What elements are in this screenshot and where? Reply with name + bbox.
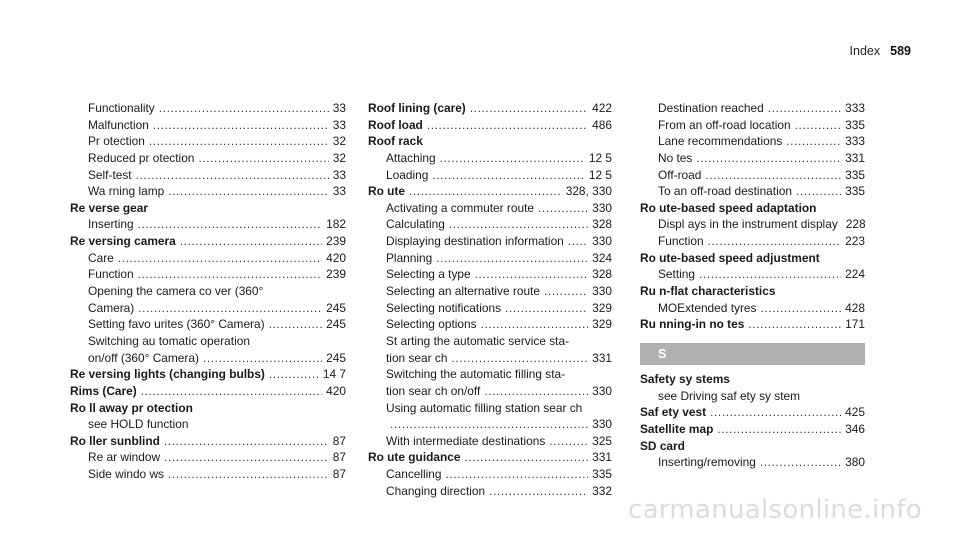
entry-label: From an off-road location (658, 117, 791, 132)
entry-label: Functionality (88, 101, 155, 115)
entry-label: on/off (360° Camera) (88, 350, 199, 365)
index-sub-entry[interactable] (640, 117, 865, 134)
dot-leader (138, 266, 323, 283)
entry-label: Selecting an alternative route (386, 284, 541, 299)
page-reference[interactable]: 33 (332, 184, 346, 199)
page-number: 589 (890, 44, 911, 58)
entry-label: Attaching (386, 150, 436, 165)
index-sub-entry[interactable] (640, 233, 865, 250)
dot-leader (269, 316, 323, 333)
index-sub-entry[interactable] (368, 150, 612, 167)
index-heading-entry[interactable] (368, 183, 612, 200)
index-sub-entry (640, 388, 865, 405)
index-heading-entry[interactable] (640, 421, 865, 438)
index-sub-entry[interactable] (368, 300, 612, 317)
page-reference[interactable]: 182 (326, 217, 346, 232)
entry-label: Cancelling (386, 467, 442, 482)
dot-leader (449, 216, 588, 233)
index-heading-entry[interactable] (70, 366, 346, 383)
entry-label: Activating a commuter route (386, 200, 535, 215)
index-sub-entry[interactable] (640, 300, 865, 317)
page-reference[interactable]: 245 (326, 317, 346, 332)
entry-label: Safety sy stems (640, 371, 730, 386)
page-reference[interactable]: 33 (332, 117, 346, 132)
index-column-3 (640, 100, 865, 471)
dot-leader (481, 316, 589, 333)
index-sub-entry[interactable] (70, 350, 346, 367)
entry-label: Using automatic filling station sear ch (386, 400, 583, 415)
page-reference[interactable]: 223 (845, 234, 865, 249)
entry-label: Function (658, 234, 704, 249)
dot-leader (446, 466, 589, 483)
dot-leader (710, 404, 841, 421)
header-title: Index (849, 44, 881, 58)
page-reference[interactable]: 329 (592, 317, 612, 332)
entry-label: Opening the camera co ver (360° (88, 284, 264, 299)
page-reference[interactable]: 331 (592, 350, 612, 365)
dot-leader (795, 117, 842, 134)
entry-label: Inserting/removing (658, 455, 756, 470)
index-sub-entry[interactable] (70, 449, 346, 466)
index-heading-entry (640, 200, 865, 217)
page-header (850, 44, 911, 58)
entry-label: Pr otection (88, 134, 145, 149)
page-reference[interactable]: 332 (592, 483, 612, 498)
dot-leader (138, 300, 322, 317)
entry-label: Re verse gear (70, 200, 149, 215)
page-reference[interactable]: 33 (332, 101, 346, 115)
index-sub-entry[interactable] (70, 300, 346, 317)
page-reference[interactable]: 171 (845, 317, 865, 332)
dot-leader (436, 250, 588, 267)
page-reference[interactable]: 239 (326, 267, 346, 282)
entry-label: Off-road (658, 167, 702, 182)
index-sub-entry[interactable] (368, 266, 612, 283)
entry-label: Displaying destination information (386, 234, 564, 249)
entry-label: Reduced pr otection (88, 150, 195, 165)
dot-leader (198, 150, 328, 167)
index-heading-entry (368, 133, 612, 150)
page-reference[interactable]: 87 (332, 467, 346, 482)
dot-leader (549, 433, 588, 450)
dot-leader (786, 133, 841, 150)
entry-label: Rims (Care) (70, 383, 137, 398)
dot-leader (705, 167, 841, 184)
index-sub-entry[interactable] (70, 266, 346, 283)
dot-leader (717, 421, 841, 438)
index-heading-entry (640, 371, 865, 388)
index-sub-entry[interactable] (368, 233, 612, 250)
index-sub-entry[interactable] (640, 183, 865, 200)
entry-label: Care (88, 250, 114, 265)
dot-leader (451, 350, 588, 367)
entry-label: Function (88, 267, 134, 282)
page-reference[interactable]: 329 (592, 300, 612, 315)
entry-label: Destination reached (658, 101, 764, 115)
index-sub-entry[interactable] (640, 167, 865, 184)
entry-label: Side windo ws (88, 467, 165, 482)
entry-label: Roof load (368, 117, 423, 132)
watermark: carmanualsonline.info (627, 495, 922, 525)
dot-leader (538, 200, 588, 217)
dot-leader (748, 316, 841, 333)
dot-leader (168, 466, 329, 483)
section-letter-header: S (640, 343, 865, 365)
index-sub-entry[interactable] (70, 100, 346, 117)
index-sub-entry[interactable] (70, 316, 346, 333)
dot-leader (465, 449, 589, 466)
entry-label: Ru nning-in no tes (640, 317, 745, 332)
entry-label: Roof rack (368, 134, 423, 149)
index-sub-entry[interactable] (368, 483, 612, 500)
page-reference[interactable]: 330 (592, 284, 612, 299)
index-sub-entry (70, 333, 346, 350)
page-reference[interactable]: 331 (592, 450, 612, 465)
page-reference[interactable]: 330 (592, 417, 612, 432)
index-sub-entry (368, 400, 612, 417)
index-sub-entry (70, 416, 346, 433)
index-sub-entry[interactable] (368, 250, 612, 267)
index-sub-entry[interactable] (70, 183, 346, 200)
dot-leader (760, 454, 841, 471)
index-sub-entry[interactable] (640, 100, 865, 117)
index-heading-entry[interactable] (640, 404, 865, 421)
page-reference[interactable]: 330 (592, 234, 612, 249)
entry-label: Loading (386, 167, 429, 182)
page-reference[interactable]: 333 (845, 134, 865, 149)
page-reference[interactable]: 380 (845, 455, 865, 470)
index-heading-entry[interactable] (70, 233, 346, 250)
page-reference[interactable]: 328 (592, 267, 612, 282)
index-sub-entry[interactable] (70, 133, 346, 150)
dot-leader (568, 233, 588, 250)
index-heading-entry[interactable] (70, 433, 346, 450)
page-reference[interactable]: 12 5 (588, 167, 612, 182)
index-sub-entry[interactable] (368, 433, 612, 450)
dot-leader (796, 183, 841, 200)
index-sub-entry[interactable] (368, 200, 612, 217)
index-sub-entry[interactable] (70, 167, 346, 184)
dot-leader (118, 250, 322, 267)
entry-label: Wa rning lamp (88, 184, 165, 199)
index-sub-entry[interactable] (368, 383, 612, 400)
index-sub-entry[interactable] (640, 150, 865, 167)
page-reference[interactable]: 224 (845, 267, 865, 282)
dot-leader (149, 133, 329, 150)
entry-label: Selecting options (386, 317, 477, 332)
index-heading-entry (640, 283, 865, 300)
dot-leader (153, 117, 329, 134)
page-reference[interactable]: 325 (592, 433, 612, 448)
index-heading-entry (640, 438, 865, 455)
entry-label: To an off-road destination (658, 184, 792, 199)
entry-label: Ro ller sunblind (70, 433, 160, 448)
page-reference[interactable]: 331 (845, 150, 865, 165)
index-sub-entry[interactable] (368, 316, 612, 333)
entry-label: Switching the automatic filling sta‐ (386, 367, 566, 382)
entry-label: Re versing camera (70, 234, 176, 249)
dot-leader (136, 167, 329, 184)
index-heading-entry[interactable] (368, 449, 612, 466)
dot-leader (409, 183, 562, 200)
entry-label: Satellite map (640, 421, 714, 436)
index-sub-entry[interactable] (368, 466, 612, 483)
index-sub-entry[interactable] (368, 283, 612, 300)
index-heading-entry (70, 200, 346, 217)
index-heading-entry (70, 400, 346, 417)
entry-label: tion sear ch (386, 350, 448, 365)
page-reference[interactable]: 328, 330 (565, 184, 612, 199)
index-heading-entry[interactable] (368, 117, 612, 134)
dot-leader (180, 233, 322, 250)
entry-label: Saf ety vest (640, 405, 707, 420)
entry-label: Selecting a type (386, 267, 471, 282)
page-reference[interactable]: 428 (845, 300, 865, 315)
index-column-2 (368, 100, 612, 499)
entry-label: SD card (640, 438, 685, 453)
page-reference[interactable]: 239 (326, 234, 346, 249)
page-reference[interactable]: 12 5 (588, 150, 612, 165)
index-sub-entry[interactable] (640, 216, 865, 233)
entry-label: Inserting (88, 217, 134, 232)
entry-label: see Driving saf ety sy stem (658, 388, 801, 403)
entry-label: Self-test (88, 167, 132, 182)
entry-label: tion sear ch on/off (386, 383, 481, 398)
entry-label: Re versing lights (changing bulbs) (70, 367, 265, 382)
entry-label: Switching au tomatic operation (88, 333, 250, 348)
dot-leader (440, 150, 585, 167)
dot-leader (699, 266, 841, 283)
dot-leader (390, 416, 588, 433)
page-reference[interactable]: 33 (332, 167, 346, 182)
dot-leader (696, 150, 841, 167)
entry-label: Ro ute (368, 184, 405, 199)
index-sub-entry[interactable] (70, 466, 346, 483)
index-sub-entry[interactable] (640, 266, 865, 283)
entry-label: Camera) (88, 300, 135, 315)
index-sub-entry[interactable] (368, 416, 612, 433)
dot-leader (768, 100, 841, 117)
page-reference[interactable]: 422 (592, 101, 612, 115)
index-sub-entry[interactable] (368, 167, 612, 184)
entry-label: Displ ays in the instrument display (658, 217, 838, 232)
index-column-1 (70, 100, 346, 483)
dot-leader (203, 350, 322, 367)
dot-leader (168, 183, 329, 200)
dot-leader (159, 100, 329, 117)
page-reference[interactable]: 486 (592, 117, 612, 132)
index-heading-entry[interactable] (640, 316, 865, 333)
page-reference[interactable]: 328 (592, 217, 612, 232)
page-reference[interactable]: 335 (845, 184, 865, 199)
dot-leader (164, 449, 329, 466)
index-sub-entry[interactable] (70, 117, 346, 134)
index-sub-entry[interactable] (70, 216, 346, 233)
entry-label: Setting favo urites (360° Camera) (88, 317, 265, 332)
entry-label: MOExtended tyres (658, 300, 757, 315)
entry-label: Calculating (386, 217, 445, 232)
entry-label: Ro ute-based speed adjustment (640, 250, 820, 265)
dot-leader (475, 266, 589, 283)
index-sub-entry[interactable] (70, 150, 346, 167)
page-reference[interactable]: 87 (332, 433, 346, 448)
entry-label: No tes (658, 150, 693, 165)
dot-leader (432, 167, 585, 184)
dot-leader (544, 283, 588, 300)
entry-label: Ru n-flat characteristics (640, 284, 776, 299)
entry-label: Selecting notifications (386, 300, 502, 315)
page-reference[interactable]: 14 7 (322, 367, 346, 382)
dot-leader (470, 100, 588, 117)
entry-label: Ro ute guidance (368, 450, 461, 465)
page-reference[interactable]: 245 (326, 350, 346, 365)
dot-leader (760, 300, 841, 317)
entry-label: Re ar window (88, 450, 161, 465)
index-heading-entry[interactable] (70, 383, 346, 400)
index-sub-entry (368, 333, 612, 350)
page-reference[interactable]: 228 (845, 217, 866, 232)
entry-label: With intermediate destinations (386, 433, 546, 448)
page-reference[interactable]: 324 (592, 250, 612, 265)
page-reference[interactable]: 335 (845, 167, 865, 182)
page-reference[interactable]: 420 (326, 250, 346, 265)
page-reference[interactable]: 87 (332, 450, 346, 465)
page-reference[interactable]: 425 (845, 405, 865, 420)
dot-leader (489, 483, 588, 500)
index-sub-entry[interactable] (70, 250, 346, 267)
entry-label: Malfunction (88, 117, 149, 132)
index-sub-entry[interactable] (368, 216, 612, 233)
index-sub-entry (368, 366, 612, 383)
dot-leader (427, 117, 588, 134)
page-reference[interactable]: 245 (326, 300, 346, 315)
page-reference[interactable]: 32 (332, 150, 346, 165)
index-sub-entry[interactable] (640, 454, 865, 471)
entry-label: Setting (658, 267, 696, 282)
page-reference[interactable]: 330 (592, 200, 612, 215)
page-reference[interactable]: 420 (326, 383, 346, 398)
index-sub-entry[interactable] (640, 133, 865, 150)
page-reference[interactable]: 333 (845, 101, 865, 115)
dot-leader (708, 233, 842, 250)
dot-leader (164, 433, 329, 450)
page-reference[interactable]: 32 (332, 134, 346, 149)
page-reference[interactable]: 335 (592, 467, 612, 482)
dot-leader (269, 366, 319, 383)
entry-label: Lane recommendations (658, 134, 783, 149)
page-reference[interactable]: 330 (592, 383, 612, 398)
entry-label: St arting the automatic service sta‐ (386, 333, 570, 348)
dot-leader (484, 383, 588, 400)
index-sub-entry[interactable] (368, 350, 612, 367)
entry-label: Planning (386, 250, 433, 265)
entry-label: Ro ute-based speed adaptation (640, 200, 817, 215)
page-reference[interactable]: 346 (845, 421, 865, 436)
entry-label: Roof lining (care) (368, 101, 466, 115)
dot-leader (505, 300, 588, 317)
entry-label: see HOLD function (88, 417, 189, 432)
page-reference[interactable]: 335 (845, 117, 865, 132)
index-sub-entry (70, 283, 346, 300)
dot-leader (141, 383, 322, 400)
index-heading-entry (640, 250, 865, 267)
index-heading-entry[interactable] (368, 100, 612, 117)
entry-label: Changing direction (386, 483, 486, 498)
dot-leader (138, 216, 323, 233)
entry-label: Ro ll away pr otection (70, 400, 193, 415)
